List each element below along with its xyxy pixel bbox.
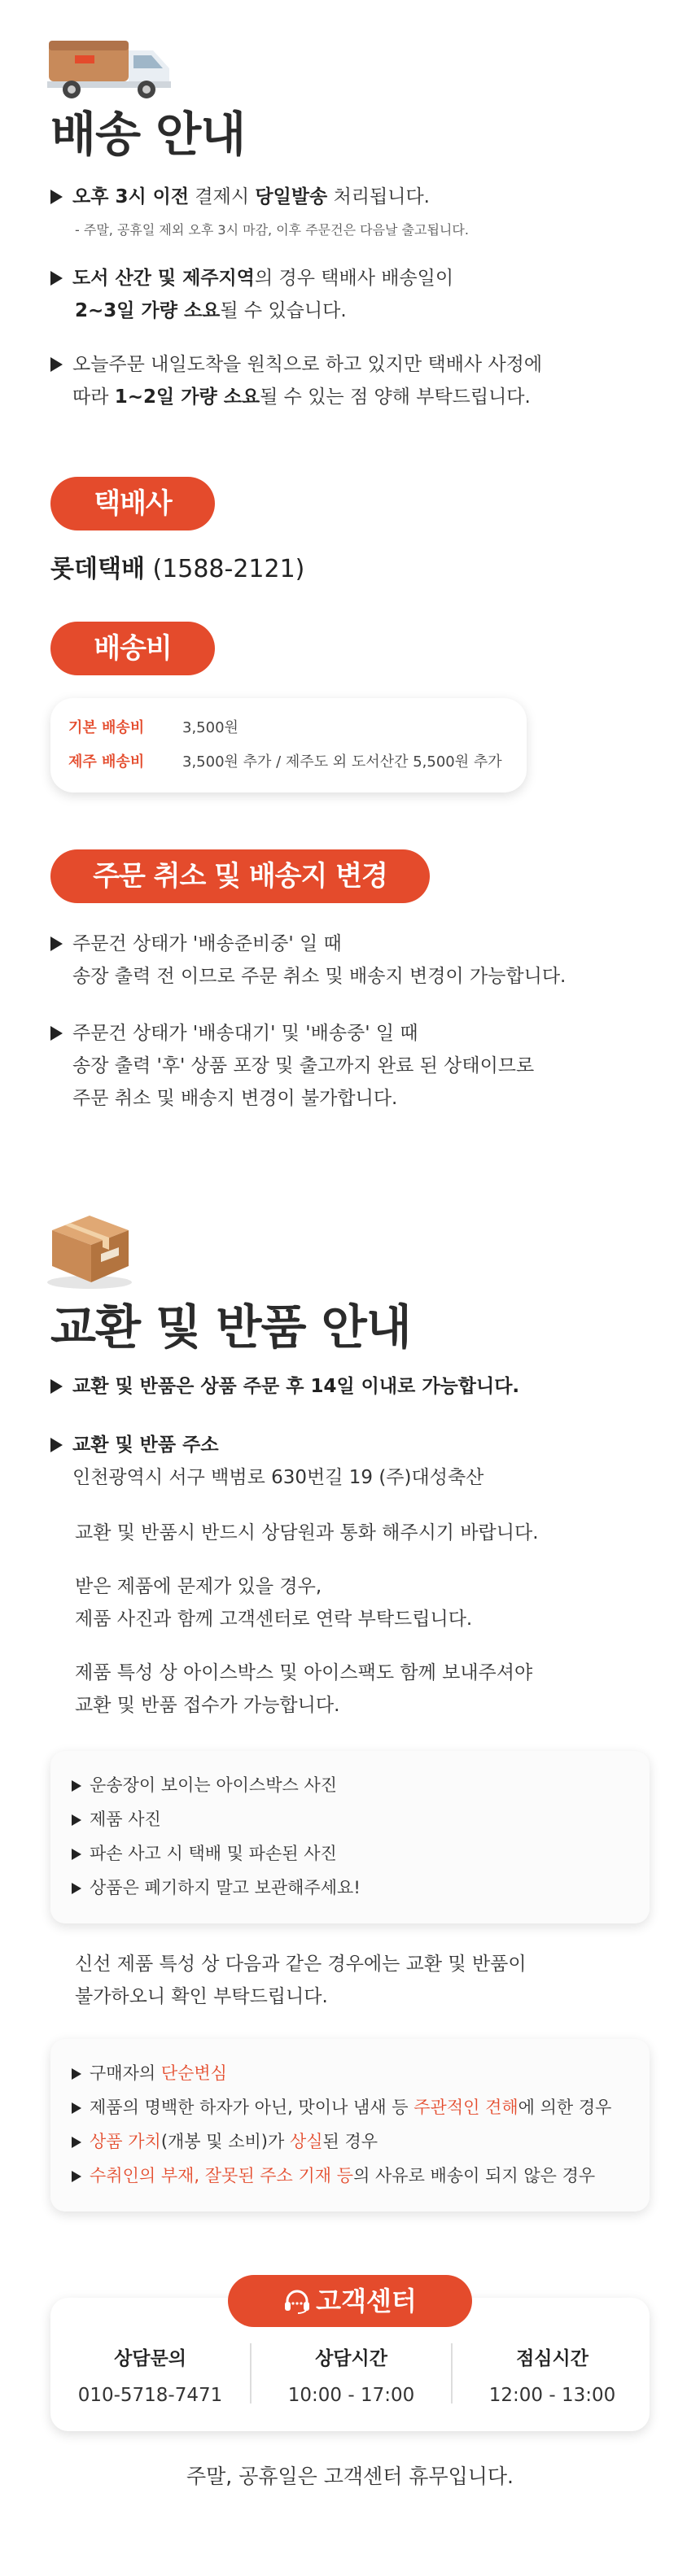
cs-hours-head: 상담시간 (315, 2348, 387, 2369)
bullet-triangle-icon (72, 2068, 81, 2080)
cancel-bullet-1 (50, 928, 667, 993)
cardboard-box-icon (41, 1201, 138, 1290)
p4-line2: 불가하오니 확인 부탁드립니다. (75, 1986, 328, 2007)
n2-red: 주관적인 견해 (413, 2098, 518, 2117)
p3-line1: 제품 특성 상 아이스박스 및 아이스팩도 함께 보내주셔야 (75, 1662, 533, 1683)
b1-post: 처리됩니다. (327, 186, 430, 207)
footer-note: 주말, 공휴일은 고객센터 휴무입니다. (186, 2465, 514, 2488)
fee-basic-value: 3,500원 (182, 719, 238, 736)
c2-line1: 주문건 상태가 '배송대기' 및 '배송중' 일 때 (72, 1023, 418, 1044)
bullet-triangle-icon (50, 190, 63, 204)
fee-pill: 배송비 (50, 622, 215, 675)
bullet-triangle-icon (72, 1780, 81, 1792)
delivery-truck-icon (47, 36, 177, 101)
p2-line2: 제품 사진과 함께 고객센터로 연락 부탁드립니다. (75, 1609, 473, 1630)
b3-line2-post: 될 수 있는 점 양해 부탁드립니다. (260, 386, 531, 408)
bullet-triangle-icon (50, 1438, 63, 1452)
carrier-line (50, 548, 304, 584)
n3-mid: (개봉 및 소비)가 (160, 2132, 290, 2151)
list-item-text: 파손 사고 시 택배 및 파손된 사진 (90, 1844, 337, 1863)
list-item-text: 제품 사진 (90, 1810, 161, 1829)
b2-post: 의 경우 택배사 배송일이 (254, 268, 454, 289)
cs-hours: 10:00 - 17:00 (287, 2385, 415, 2406)
exchange-p4 (75, 1948, 667, 2013)
cs-inquiry-head: 상담문의 (114, 2348, 186, 2369)
cs-phone[interactable]: 010-5718-7471 (77, 2385, 223, 2406)
exchange-bullet-2 (50, 1429, 667, 1494)
c1-line1: 주문건 상태가 '배송준비중' 일 때 (72, 933, 342, 954)
list-item (72, 1772, 337, 1797)
list-item (72, 1840, 337, 1865)
list-item (72, 1875, 361, 1899)
n2-post: 에 의한 경우 (518, 2098, 612, 2117)
fee-jeju-value: 3,500원 추가 / 제주도 외 도서산간 5,500원 추가 (182, 753, 502, 771)
n3-red1: 상품 가치 (90, 2132, 161, 2151)
cs-col-hours (252, 2343, 451, 2406)
bullet-triangle-icon (72, 1814, 81, 1826)
bullet-triangle-icon (50, 357, 63, 372)
b1-mid: 결제시 (189, 186, 256, 207)
bullet-triangle-icon (72, 1883, 81, 1894)
bullet-triangle-icon (72, 1849, 81, 1860)
exchange-p1: 교환 및 반품시 반드시 상담원과 통화 해주시기 바랍니다. (75, 1522, 539, 1543)
carrier-pill: 택배사 (50, 477, 215, 530)
b3-line2-bold: 1~2일 가량 소요 (114, 386, 260, 408)
list-item-text: 상품은 폐기하지 말고 보관해주세요! (90, 1878, 361, 1897)
n3-post: 된 경우 (322, 2132, 378, 2151)
fee-basic-row (68, 716, 238, 737)
b1-pre: 오후 3시 이전 (72, 186, 190, 207)
list-item (72, 1806, 161, 1831)
list-item (72, 2060, 227, 2085)
fee-jeju-row (68, 750, 502, 771)
cancel-pill: 주문 취소 및 배송지 변경 (50, 849, 430, 903)
n4-red: 수취인의 부재, 잘못된 주소 기재 등 (90, 2166, 354, 2185)
exchange-bullet-1 (50, 1370, 667, 1403)
b1-bold: 당일발송 (255, 186, 328, 207)
carrier-name: 롯데택배 (50, 555, 145, 583)
n2-pre: 제품의 명백한 하자가 아닌, 맛이나 냄새 등 (90, 2098, 414, 2117)
not-allowed-card (50, 2039, 650, 2211)
b2-line2-post: 될 수 있습니다. (220, 300, 347, 321)
shipping-bullet-2 (50, 262, 667, 327)
p4-line1: 신선 제품 특성 상 다음과 같은 경우에는 교환 및 반품이 (75, 1954, 527, 1975)
exchange-p3 (75, 1657, 667, 1722)
bullet-triangle-icon (50, 271, 63, 286)
bullet-triangle-icon (72, 2171, 81, 2182)
n4-post: 의 사유로 배송이 되지 않은 경우 (353, 2166, 596, 2185)
list-item-text: 운송장이 보이는 아이스박스 사진 (90, 1775, 338, 1795)
b3-line1: 오늘주문 내일도착을 원칙으로 하고 있지만 택배사 사정에 (72, 354, 543, 375)
e1-text: 교환 및 반품은 상품 주문 후 14일 이내로 가능합니다. (72, 1376, 520, 1397)
shipping-title: 배송 안내 (50, 107, 246, 162)
headset-icon (283, 2290, 311, 2314)
exchange-p2 (75, 1570, 667, 1635)
fee-basic-label: 기본 배송비 (68, 719, 145, 736)
required-photos-card (50, 1751, 650, 1923)
bullet-triangle-icon (50, 1026, 63, 1041)
cancel-bullet-2 (50, 1017, 667, 1115)
b2-line2-bold: 2~3일 가량 소요 (75, 300, 221, 321)
c2-line2: 송장 출력 '후' 상품 포장 및 출고까지 완료 된 상태이므로 (72, 1055, 535, 1076)
n3-red2: 상실 (289, 2132, 323, 2151)
customer-center-pill (228, 2275, 472, 2327)
fee-card (50, 698, 527, 792)
p3-line2: 교환 및 반품 접수가 가능합니다. (75, 1695, 340, 1716)
list-item (72, 2094, 611, 2119)
bullet-triangle-icon (50, 937, 63, 951)
list-item (72, 2128, 378, 2153)
c1-line2: 송장 출력 전 이므로 주문 취소 및 배송지 변경이 가능합니다. (72, 966, 567, 987)
cs-lunch: 12:00 - 13:00 (488, 2385, 616, 2406)
list-item (72, 2163, 595, 2187)
b2-bold: 도서 산간 및 제주지역 (72, 268, 255, 289)
bullet-triangle-icon (72, 2137, 81, 2148)
bullet-triangle-icon (50, 1379, 63, 1394)
shipping-bullet-1 (50, 181, 667, 213)
n1-pre: 구매자의 (90, 2063, 161, 2083)
shipping-note: - 주말, 공휴일 제외 오후 3시 마감, 이후 주문건은 다음날 출고됩니다. (75, 222, 469, 238)
n1-red: 단순변심 (160, 2063, 227, 2083)
c2-line3: 주문 취소 및 배송지 변경이 불가합니다. (72, 1088, 398, 1109)
fee-jeju-label: 제주 배송비 (68, 753, 145, 771)
exchange-address: 인천광역시 서구 백범로 630번길 19 (주)대성축산 (72, 1467, 484, 1488)
bullet-triangle-icon (72, 2102, 81, 2114)
cs-col-lunch (453, 2343, 652, 2406)
carrier-phone: (1588-2121) (144, 555, 305, 583)
p2-line1: 받은 제품에 문제가 있을 경우, (75, 1576, 322, 1597)
b3-line2-pre: 따라 (72, 386, 115, 408)
shipping-bullet-3 (50, 348, 667, 413)
customer-center-label: 고객센터 (316, 2286, 417, 2316)
cs-lunch-head: 점심시간 (516, 2348, 588, 2369)
cs-col-inquiry (50, 2343, 250, 2406)
e2-title: 교환 및 반품 주소 (72, 1434, 219, 1456)
exchange-title: 교환 및 반품 안내 (50, 1299, 411, 1355)
